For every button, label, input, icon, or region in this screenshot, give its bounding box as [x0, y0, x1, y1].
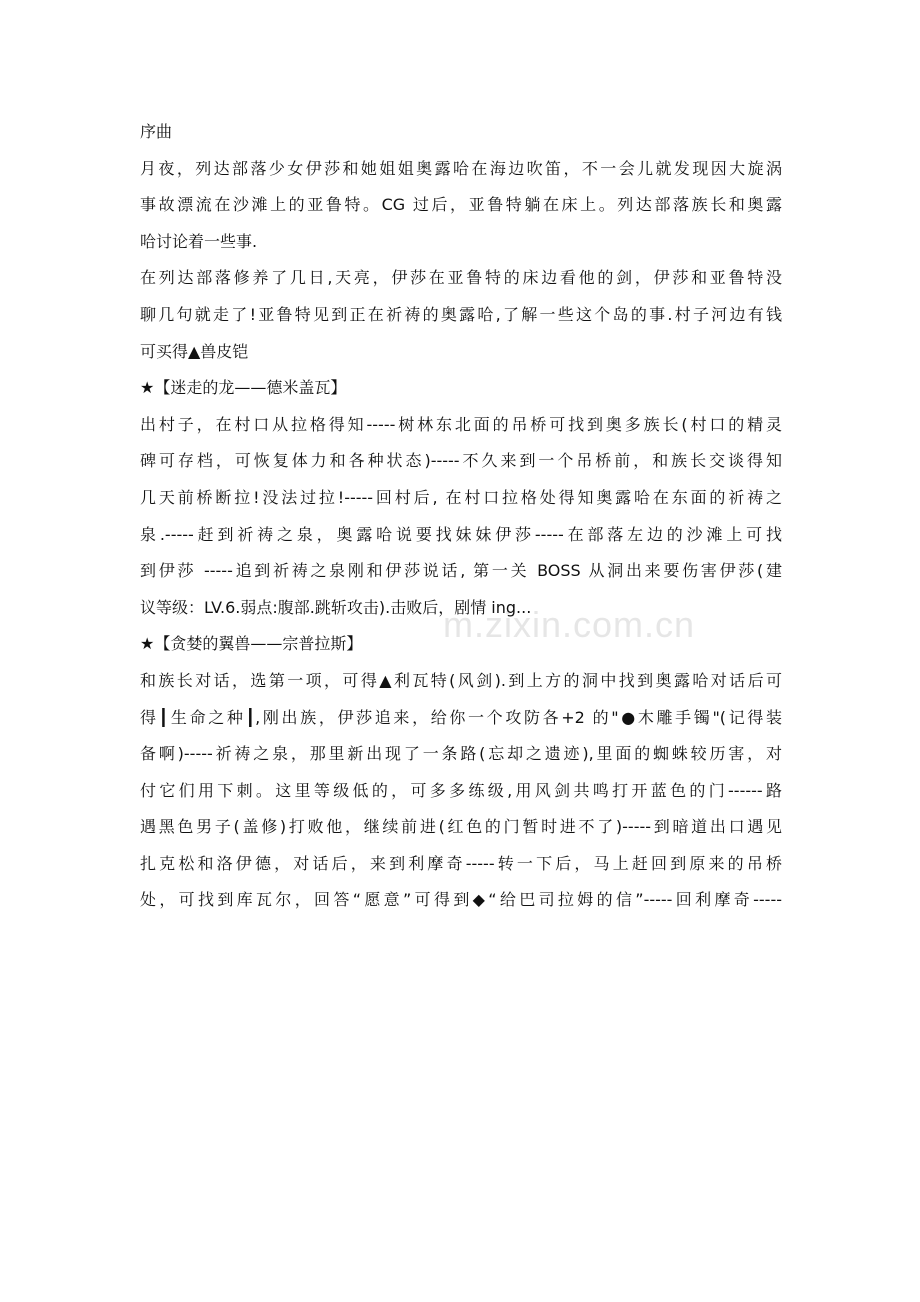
- text-line: 遇黑色男子(盖修)打败他，继续前进(红色的门暂时进不了)-----到暗道出口遇见: [140, 817, 782, 837]
- text-line: 月夜，列达部落少女伊莎和她姐姐奥露哈在海边吹笛，不一会儿就发现因大旋涡: [140, 158, 782, 178]
- text-line: 聊几句就走了!亚鲁特见到正在祈祷的奥露哈,了解一些这个岛的事.村子河边有钱: [140, 304, 782, 324]
- text-line: 和族长对话，选第一项，可得▲利瓦特(风剑).到上方的洞中找到奥露哈对话后可: [140, 670, 782, 690]
- text-line: 处，可找到库瓦尔，回答“愿意”可得到◆“给巴司拉姆的信”-----回利摩奇-----: [140, 890, 782, 910]
- text-line: 哈讨论着一些事.: [140, 231, 258, 251]
- text-line: 备啊)-----祈祷之泉，那里新出现了一条路(忘却之遗迹),里面的蜘蛛较历害，对: [140, 744, 782, 764]
- text-line: 到伊莎 -----追到祈祷之泉刚和伊莎说话, 第一关 BOSS 从洞出来要伤害伊莎(建: [140, 561, 782, 581]
- text-line: 在列达部落修养了几日,天亮，伊莎在亚鲁特的床边看他的剑，伊莎和亚鲁特没: [140, 268, 782, 288]
- text-line: ★【迷走的龙——德米盖瓦】: [140, 378, 347, 398]
- section-heading-greedy-beast: [140, 626, 782, 663]
- text-line: 几天前桥断拉!没法过拉!-----回村后, 在村口拉格处得知奥露哈在东面的祈祷之: [140, 487, 782, 507]
- document-body: [140, 114, 782, 919]
- text-line: 扎克松和洛伊德，对话后，来到利摩奇-----转一下后，马上赶回到原来的吊桥: [140, 853, 782, 873]
- section-title-prelude: [140, 114, 782, 151]
- watermark: m.zixin.com.cn: [443, 604, 696, 645]
- text-line: 议等级：LV.6.弱点:腹部.跳斩攻击).击败后，剧情 ing...: [140, 597, 532, 617]
- paragraph-2: [140, 260, 782, 370]
- text-line: 可买得▲兽皮铠: [140, 341, 249, 361]
- section-heading-lost-dragon: [140, 370, 782, 407]
- text-line: 得┃生命之种┃,刚出族，伊莎追来，给你一个攻防各+2 的"●木雕手镯"(记得装: [140, 707, 782, 727]
- text-line: 泉.-----赶到祈祷之泉，奥露哈说要找妹妹伊莎-----在部落左边的沙滩上可找: [140, 524, 782, 544]
- text-line: 事故漂流在沙滩上的亚鲁特。CG 过后，亚鲁特躺在床上。列达部落族长和奥露: [140, 195, 782, 215]
- text-line: 付它们用下刺。这里等级低的，可多多练级,用风剑共鸣打开蓝色的门------路: [140, 780, 782, 800]
- text-line: 序曲: [140, 122, 173, 141]
- text-line: 碑可存档，可恢复体力和各种状态)-----不久来到一个吊桥前，和族长交谈得知: [140, 451, 782, 471]
- paragraph-3: [140, 407, 782, 627]
- text-line: ★【贪婪的翼兽——宗普拉斯】: [140, 634, 363, 654]
- paragraph-1: [140, 151, 782, 261]
- text-line: 出村子，在村口从拉格得知-----树林东北面的吊桥可找到奥多族长(村口的精灵: [140, 414, 782, 434]
- paragraph-4: [140, 663, 782, 919]
